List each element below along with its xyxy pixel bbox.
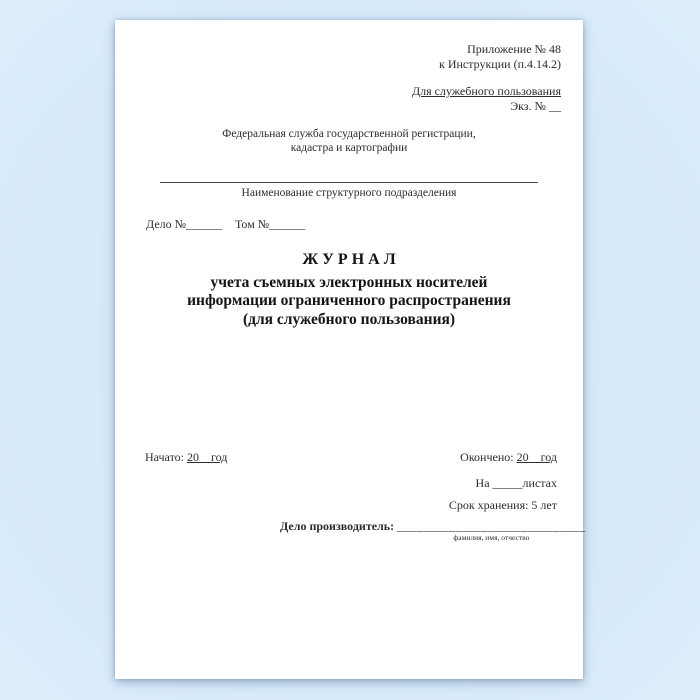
case-number-field: Дело №______	[146, 217, 223, 231]
finished-field	[460, 450, 557, 465]
clerk-name-blank	[397, 519, 586, 542]
restricted-use-block	[412, 84, 561, 114]
started-field	[145, 450, 227, 465]
organization-line1: Федеральная служба государственной регистрации,	[222, 128, 476, 140]
copy-number-label: Экз. № __	[510, 99, 561, 113]
sheets-count-field: На _____листах	[475, 476, 557, 490]
appendix-number: Приложение № 48	[467, 42, 561, 56]
finished-year-blank: 20 год	[516, 450, 557, 464]
journal-title-line4: (для служебного пользования)	[242, 310, 456, 328]
division-name-line	[160, 182, 538, 183]
journal-title-line3: информации ограниченного распространения	[187, 292, 511, 309]
organization-name	[115, 127, 583, 155]
finished-label: Окончено:	[460, 450, 514, 464]
appendix-block	[412, 42, 561, 114]
journal-title-word: Ж У Р Н А Л	[302, 251, 396, 268]
journal-title-line2: учета съемных электронных носителей	[210, 273, 488, 291]
retention-period-label: Срок хранения: 5 лет	[448, 498, 557, 512]
clerk-field	[280, 519, 586, 542]
restricted-use-label: Для служебного пользования	[411, 84, 561, 98]
clerk-label: Дело производитель:	[280, 519, 395, 533]
started-year-blank: 20 год	[186, 450, 228, 464]
organization-line2: кадастра и картографии	[290, 142, 408, 154]
journal-title	[115, 251, 583, 329]
volume-number-field: Том №______	[235, 217, 306, 231]
clerk-blank-line: _____________________________	[397, 519, 586, 533]
clerk-name-hint: фамилия, имя, отчество	[453, 533, 530, 542]
division-caption: Наименование структурного подразделения	[241, 187, 457, 199]
started-label: Начато:	[145, 450, 184, 464]
journal-cover-page	[115, 20, 586, 679]
instruction-reference: к Инструкции (п.4.14.2)	[439, 57, 561, 71]
